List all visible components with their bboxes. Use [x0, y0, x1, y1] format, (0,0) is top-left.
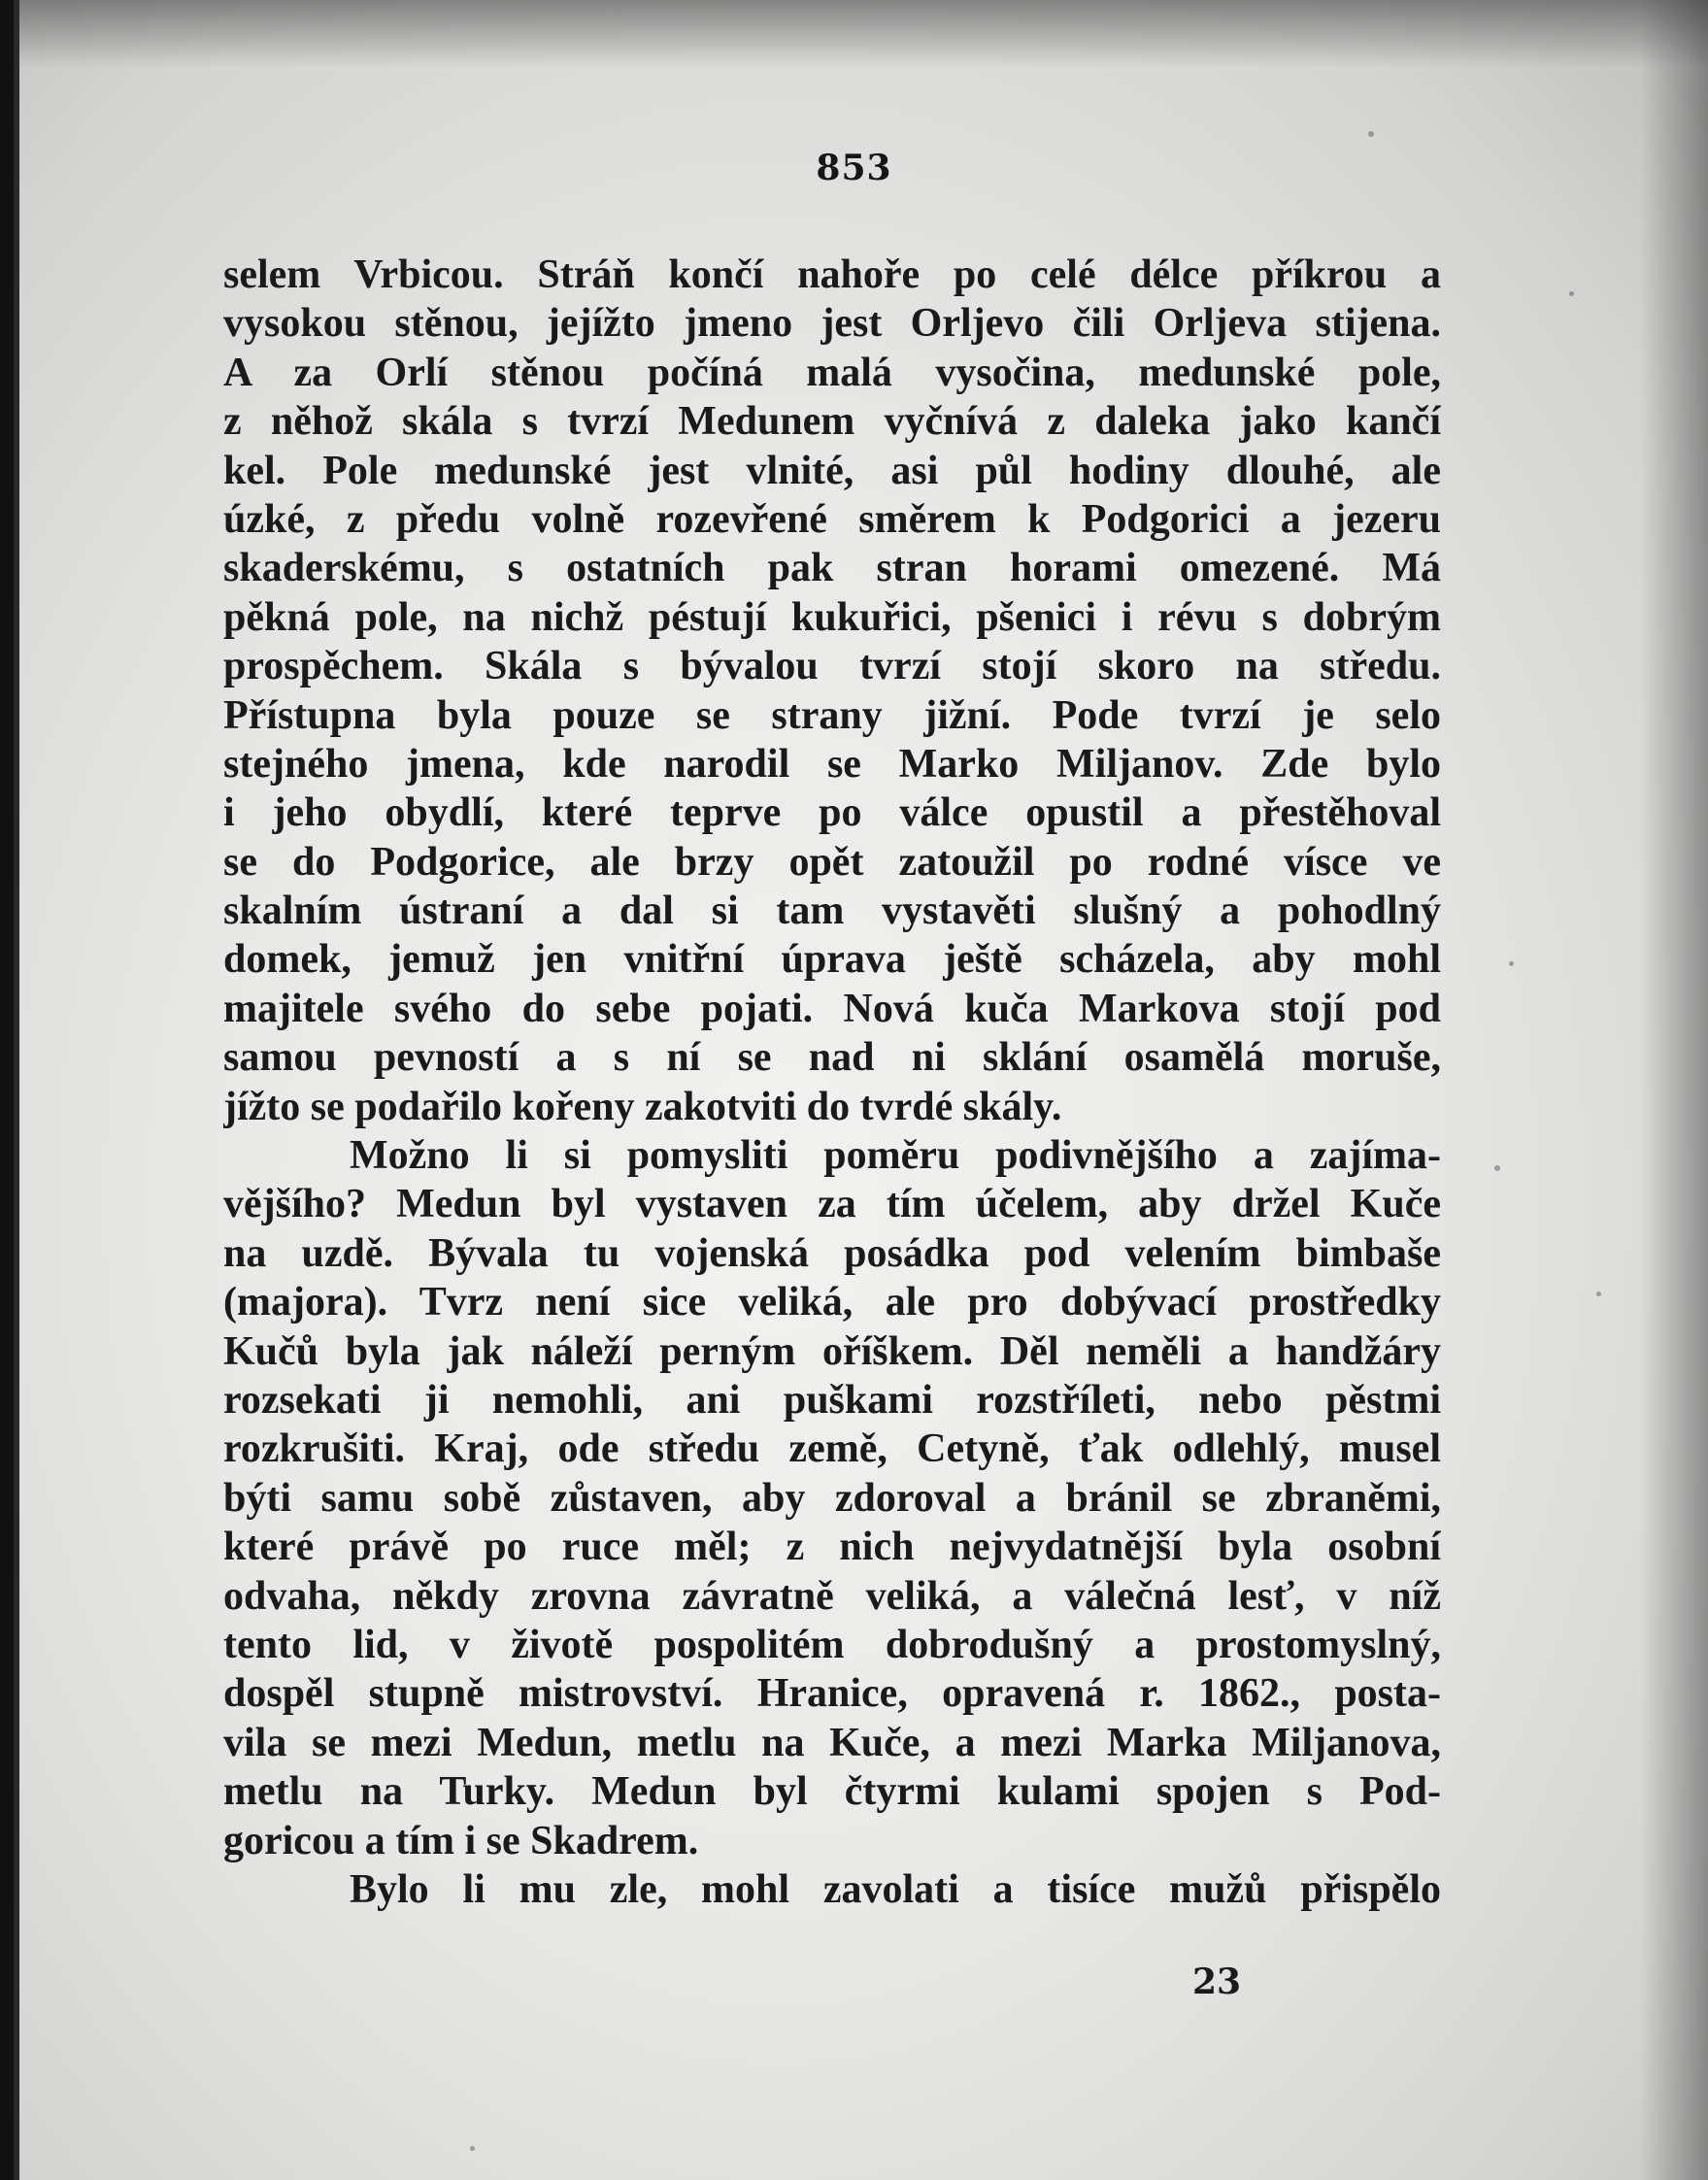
text-line: domek, jemuž jen vnitřní úprava ještě scházela, aby mohl — [223, 937, 1441, 983]
text-line: rozkrušiti. Kraj, ode středu země, Cetyně, ťak odlehlý, musel — [223, 1426, 1441, 1472]
scan-shadow-right — [1640, 0, 1708, 2180]
text-line: skalním ústraní a dal si tam vystavěti slušný a pohodlný — [223, 889, 1441, 934]
text-line: A za Orlí stěnou počíná malá vysočina, medunské pole, — [223, 350, 1441, 395]
text-line: vysokou stěnou, jejížto jmeno jest Orljevo čili Orljeva stijena. — [223, 301, 1441, 347]
text-line: goricou a tím i se Skadrem. — [223, 1818, 699, 1863]
text-line: Bylo li mu zle, mohl zavolati a tisíce mužů přispělo — [350, 1866, 1441, 1912]
text-line: jížto se podařilo kořeny zakotviti do tvrdé skály. — [223, 1084, 1062, 1129]
text-line: samou pevností a s ní se nad ni sklání osamělá moruše, — [223, 1035, 1441, 1081]
text-line: odvaha, někdy zrovna závratně veliká, a válečná lesť, v níž — [223, 1573, 1441, 1619]
text-line: na uzdě. Bývala tu vojenská posádka pod velením bimbaše — [223, 1230, 1441, 1276]
text-line: skaderskému, s ostatních pak stran horami omezené. Má — [223, 546, 1441, 591]
text-line: metlu na Turky. Medun byl čtyrmi kulami spojen s Pod- — [223, 1769, 1441, 1815]
text-line: které právě po ruce měl; z nich nejvydatnější byla osobní — [223, 1525, 1441, 1570]
text-line: i jeho obydlí, které teprve po válce opustil a přestěhoval — [223, 790, 1441, 836]
text-line: stejného jmena, kde narodil se Marko Miljanov. Zde bylo — [223, 741, 1441, 787]
binding-edge — [14, 0, 19, 2180]
text-line: se do Podgorice, ale brzy opět zatoužil po rodné vísce ve — [223, 839, 1441, 885]
text-line: rozsekati ji nemohli, ani puškami rozstříleti, nebo pěstmi — [223, 1377, 1441, 1423]
scan-speck — [1569, 291, 1574, 296]
scan-speck — [1509, 961, 1514, 966]
text-line: z něhož skála s tvrzí Medunem vyčnívá z daleka jako kančí — [223, 399, 1441, 445]
text-line: dospěl stupně mistrovství. Hranice, opravená r. 1862., posta- — [223, 1671, 1441, 1717]
text-line: prospěchem. Skála s bývalou tvrzí stojí skoro na středu. — [223, 644, 1441, 689]
signature-mark: 23 — [1192, 1962, 1242, 2002]
text-line: Možno li si pomysliti poměru podivnějšího a zajíma- — [350, 1133, 1441, 1179]
text-line: vějšího? Medun byl vystaven za tím účelem, aby držel Kuče — [223, 1182, 1441, 1227]
text-line: kel. Pole medunské jest vlnité, asi půl hodiny dlouhé, ale — [223, 448, 1441, 493]
scan-speck — [1368, 131, 1374, 137]
text-line: Kučů byla jak náleží perným oříškem. Děl neměli a handžáry — [223, 1328, 1441, 1374]
text-line: úzké, z předu volně rozevřené směrem k Podgorici a jezeru — [223, 496, 1441, 542]
text-line: majitele svého do sebe pojati. Nová kuča Markova stojí pod — [223, 986, 1441, 1031]
text-line: tento lid, v životě pospolitém dobrodušný a prostomyslný, — [223, 1622, 1441, 1667]
scan-speck — [1596, 1291, 1601, 1296]
body-text — [223, 251, 1441, 1914]
scan-shadow-top — [14, 0, 1708, 68]
scan-speck — [1494, 1165, 1500, 1171]
text-line: Přístupna byla pouze se strany jižní. Pode tvrzí je selo — [223, 692, 1441, 738]
scan-speck — [470, 2146, 475, 2151]
text-line: vila se mezi Medun, metlu na Kuče, a mezi Marka Miljanova, — [223, 1720, 1441, 1765]
text-line: (majora). Tvrz není sice veliká, ale pro dobývací prostředky — [223, 1280, 1441, 1325]
text-line: pěkná pole, na nichž péstují kukuřici, pšenici i révu s dobrým — [223, 594, 1441, 640]
page-number: 853 — [816, 148, 892, 188]
text-line: selem Vrbicou. Stráň končí nahoře po celé délce příkrou a — [223, 252, 1441, 297]
text-line: býti samu sobě zůstaven, aby zdoroval a bránil se zbraněmi, — [223, 1475, 1441, 1521]
